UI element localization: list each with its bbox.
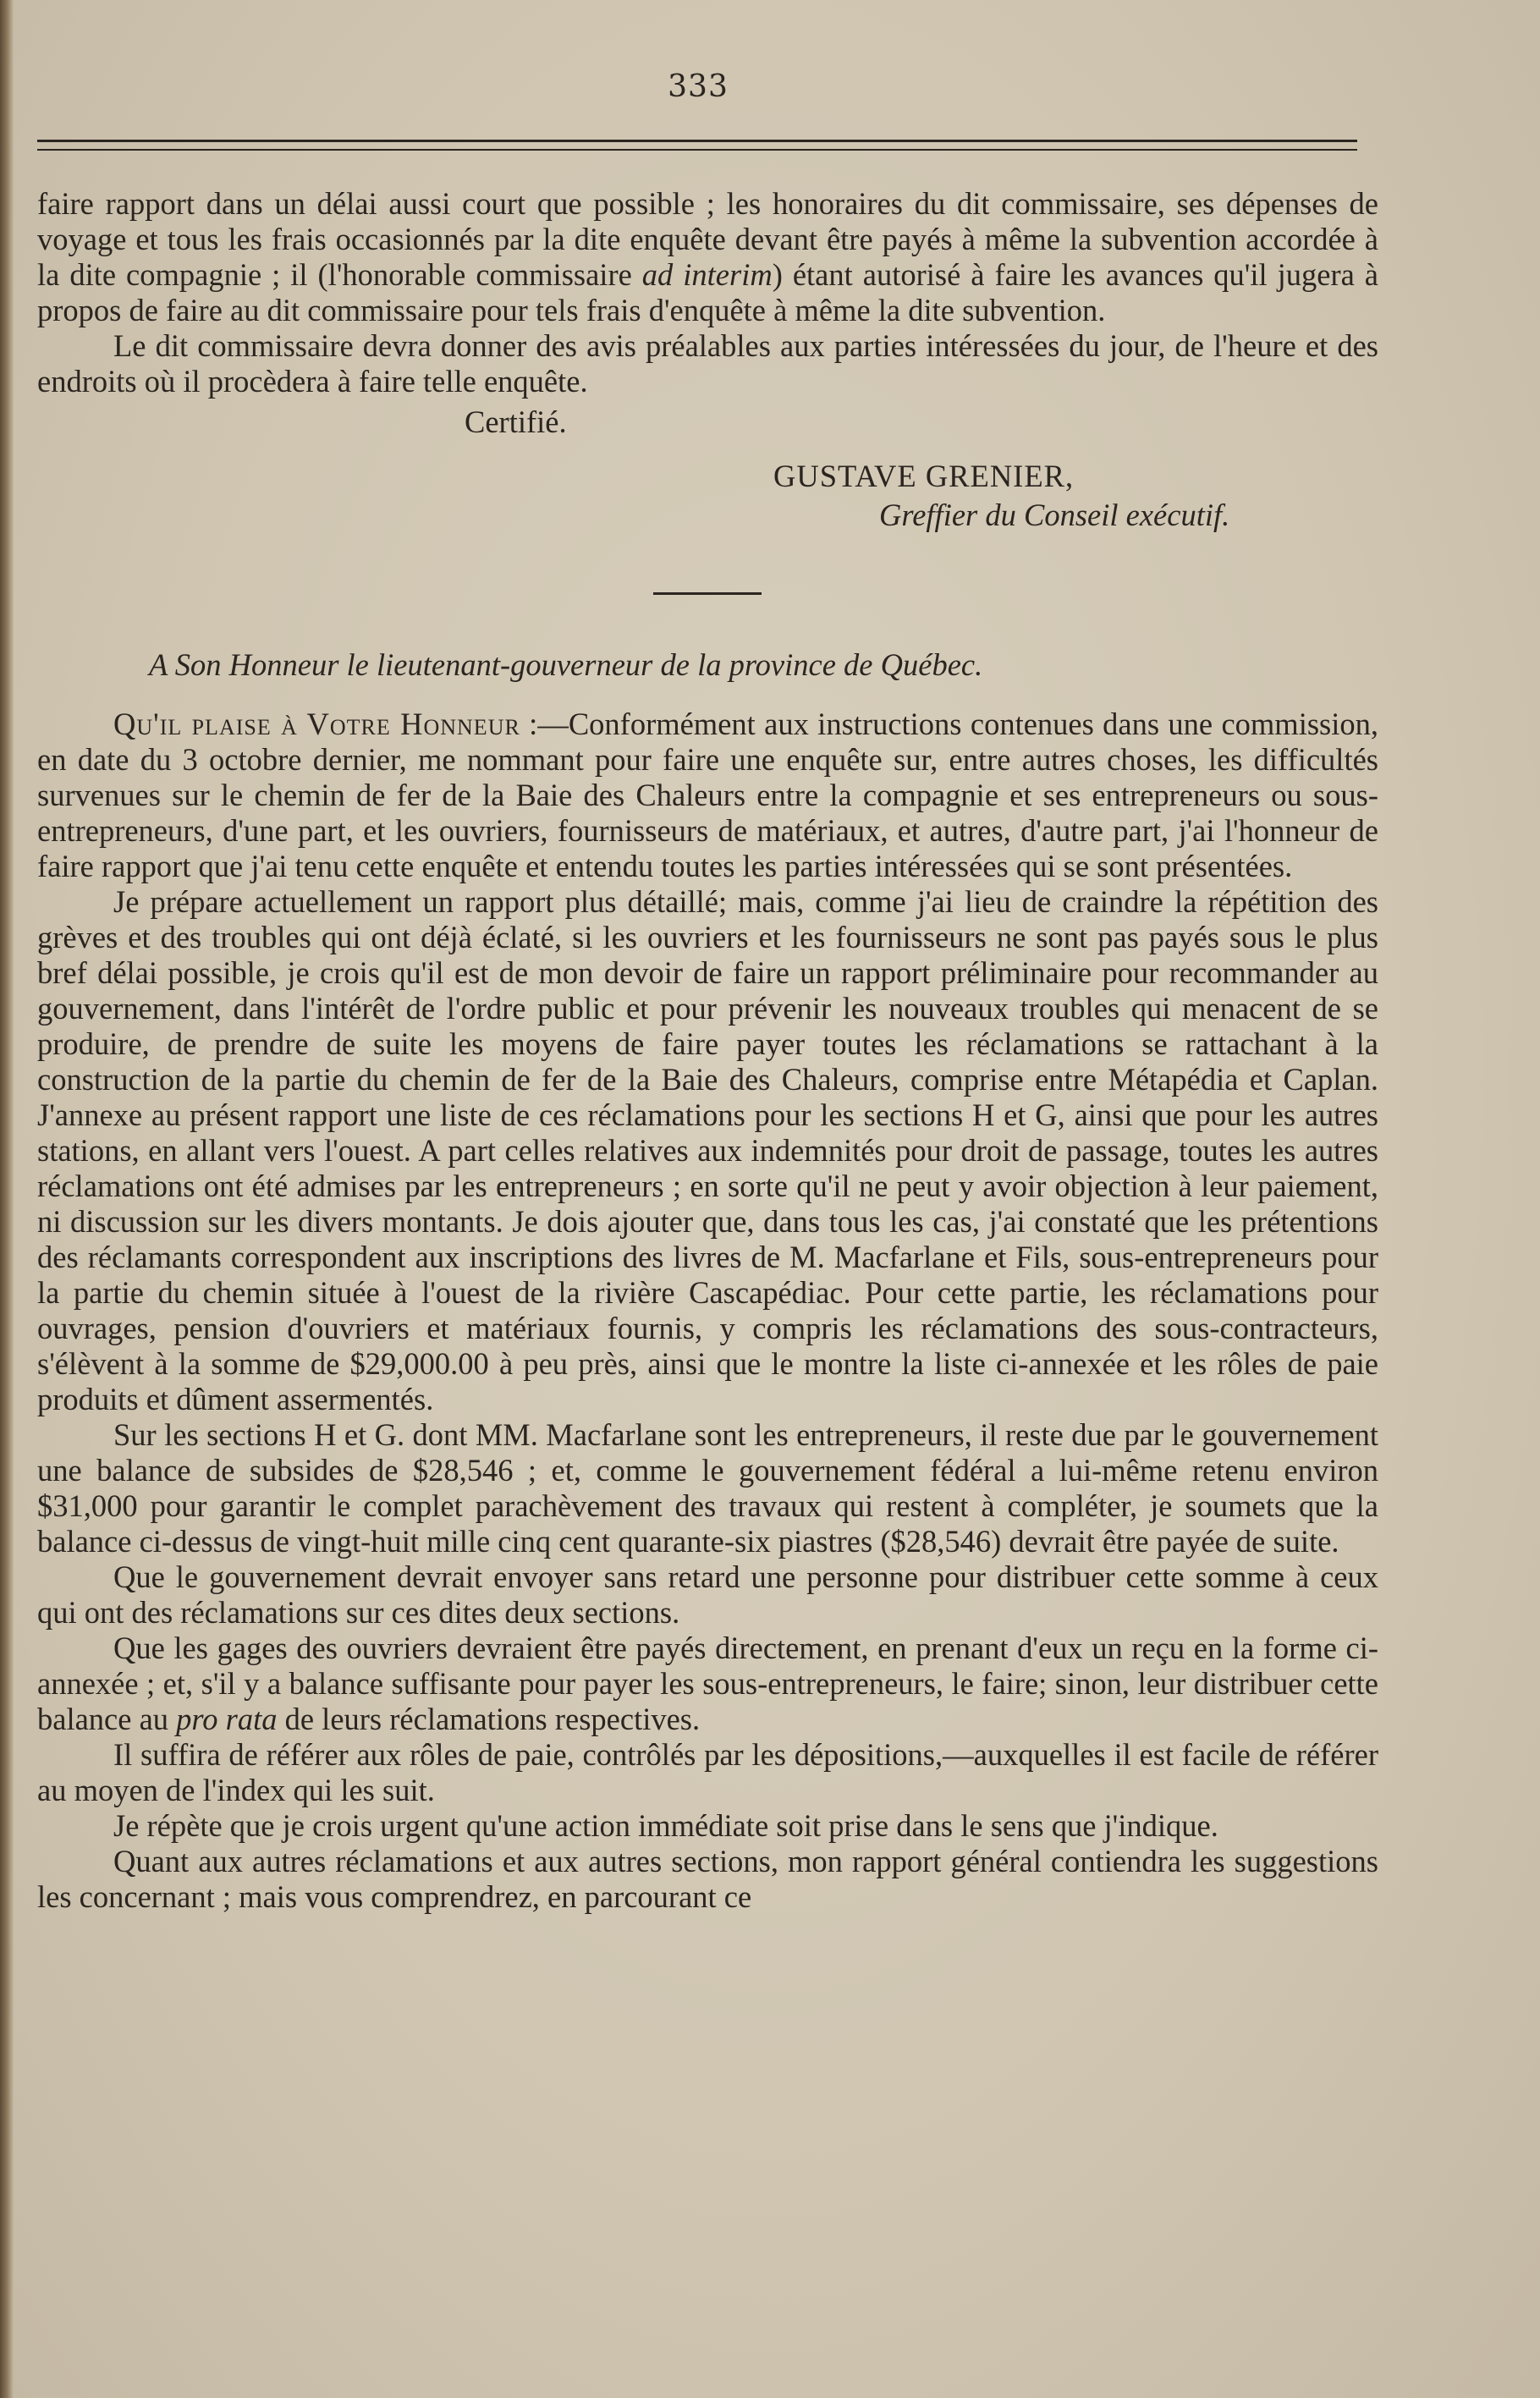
letter-paragraph-7: Je répète que je crois urgent qu'une action immédiate soit prise dans le sens que j'indique. — [113, 1808, 1218, 1843]
book-spine-shadow — [0, 0, 14, 2398]
letter-paragraph-3: Sur les sections H et G. dont MM. Macfarlane sont les entrepreneurs, il reste due par le gouvernement une balance de subsides de $28,546 ; et, comme le gouvernement fédéral a lui-même retenu environ $31,000 pour garantir le complet parachèvement des travaux qui restent à compléter, je soumets que la balance ci-dessus de vingt-huit mille cinq cent quarante-six piastres ($28,546) devrait être payée de suite. — [37, 1417, 1378, 1559]
letter-paragraph-5: Que les gages des ouvriers devraient être payés directement, en prenant d'eux un reçu en la forme ci-annexée ; et, s'il y a balance suffisante pour payer les sous-entrepreneurs, le faire; sinon, leur distribuer cette balance au pro rata de leurs réclamations respectives. — [37, 1631, 1378, 1736]
letter-paragraph-2: Je prépare actuellement un rapport plus détaillé; mais, comme j'ai lieu de craindre la répétition des grèves et des troubles qui ont déjà éclaté, si les ouvriers et les fournisseurs ne sont pas payés sous le plus bref délai possible, je crois qu'il est de mon devoir de faire un rapport préliminaire pour recommander au gouvernement, dans l'intérêt de l'ordre public et pour prévenir les nouveaux troubles qui menacent de se produire, de prendre de suite les moyens de faire payer toutes les réclamations se rattachant à la construction de la partie du chemin de fer de la Baie des Chaleurs, comprise entre Métapédia et Caplan. J'annexe au présent rapport une liste de ces réclamations pour les sections H et G, ainsi que pour les autres stations, en allant vers l'ouest. A part celles relatives aux indemnités pour droit de passage, toutes les autres réclamations ont été admises par les entrepreneurs ; en sorte qu'il ne peut y avoir objection à leur paiement, ni discussion sur les divers montants. Je dois ajouter que, dans tous les cas, j'ai constaté que les prétentions des réclamants correspondent aux inscriptions des livres de M. Macfarlane et Fils, sous-entrepreneurs pour la partie du chemin située à l'ouest de la rivière Cascapédiac. Pour cette partie, les réclamations pour ouvrages, pension d'ouvriers et matériaux fournis, y compris les réclamations des sous-contracteurs, s'élèvent à la somme de $29,000.00 à peu près, ainsi que le montre la liste ci-annexée et les rôles de paie produits et dûment assermentés. — [37, 884, 1378, 1416]
italic-pro-rata: pro rata — [176, 1702, 278, 1736]
letter-paragraph-4: Que le gouvernement devrait envoyer sans retard une personne pour distribuer cette somme à ceux qui ont des réclamations sur ces dites deux sections. — [37, 1559, 1378, 1630]
letter-paragraph-8: Quant aux autres réclamations et aux autres sections, mon rapport général contiendra les suggestions les concernant ; mais vous comprendrez, en parcourant ce — [37, 1844, 1378, 1914]
top-paragraph-1: faire rapport dans un délai aussi court que possible ; les honoraires du dit commissaire, ses dépenses de voyage et tous les frais occasionnés par la dite enquête devant être payés à même la subvention accordée à la dite compagnie ; il (l'honorable commissaire ad interim) étant autorisé à faire les avances qu'il jugera à propos de faire au dit commissaire pour tels frais d'enquête à même la dite subvention. — [37, 186, 1378, 327]
signature-name: GUSTAVE GRENIER, — [773, 459, 1075, 493]
header-rule-top — [37, 140, 1357, 142]
letter-paragraph-1: Qu'il plaise à Votre Honneur :—Conformément aux instructions contenues dans une commission, en date du 3 octobre dernier, me nommant pour faire une enquête sur, entre autres choses, les difficultés survenues sur le chemin de fer de la Baie des Chaleurs entre la compagnie et ses entrepreneurs ou sous-entrepreneurs, d'une part, et les ouvriers, fournisseurs de matériaux, et autres, d'autre part, j'ai l'honneur de faire rapport que j'ai tenu cette enquête et entendu toutes les parties intéressées qui se sont présentées. — [37, 707, 1379, 883]
page-body — [37, 186, 1378, 1915]
certified-line: Certifié. — [465, 404, 567, 439]
letter-address: A Son Honneur le lieutenant-gouverneur de la province de Québec. — [149, 647, 983, 682]
header-rule-bottom — [37, 149, 1357, 151]
italic-ad-interim: ad interim — [641, 257, 773, 292]
section-separator — [653, 592, 762, 595]
letter-paragraph-6: Il suffira de référer aux rôles de paie, contrôlés par les dépositions,—auxquelles il est facile de référer au moyen de l'index qui les suit. — [37, 1737, 1378, 1807]
page-number: 333 — [668, 69, 729, 104]
signature-title: Greffier du Conseil exécutif. — [879, 498, 1230, 532]
header-double-rule — [37, 140, 1357, 151]
top-paragraph-2: Le dit commissaire devra donner des avis préalables aux parties intéressées du jour, de l'heure et des endroits où il procèdera à faire telle enquête. — [37, 328, 1378, 399]
salutation: Qu'il plaise à Votre Honneur — [113, 707, 520, 741]
